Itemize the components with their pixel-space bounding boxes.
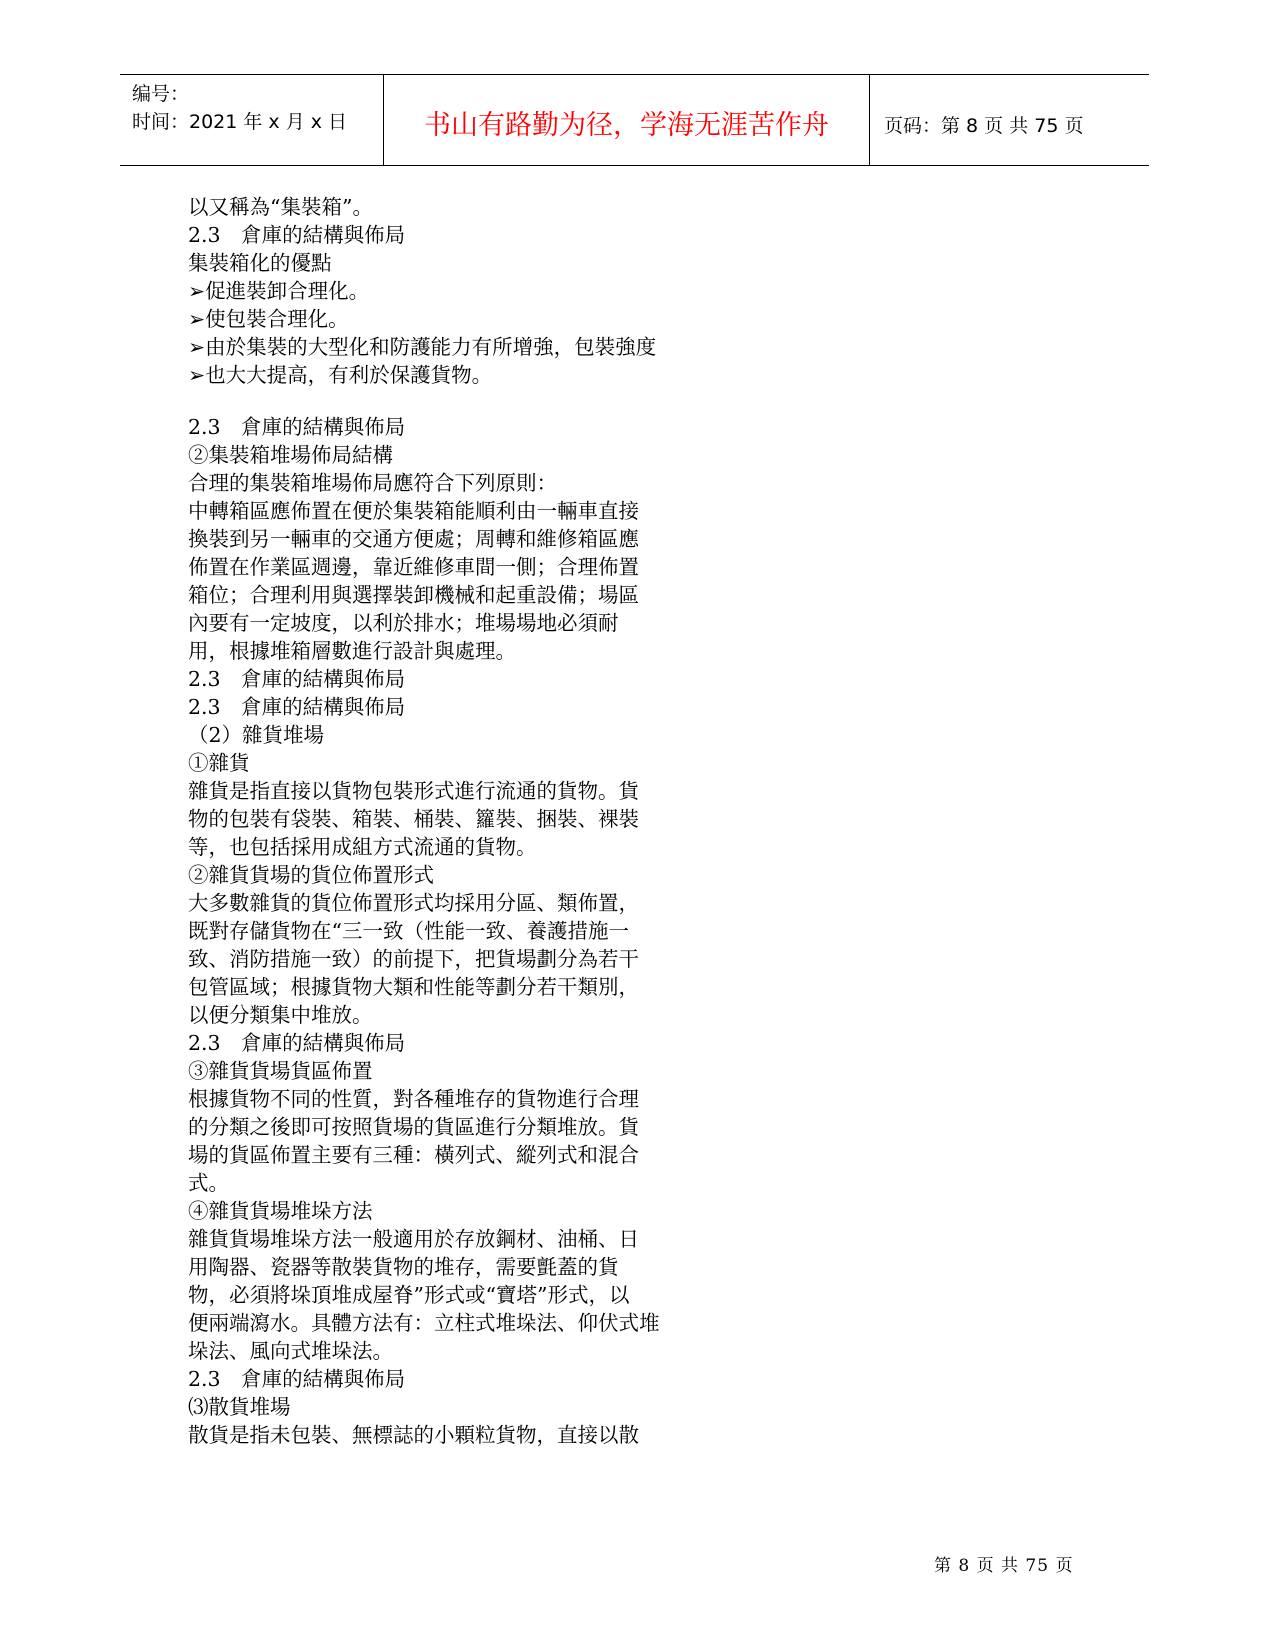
document-number-label: 编号： xyxy=(132,83,190,105)
text-line: 2.3 倉庫的結構與佈局 xyxy=(188,1367,406,1391)
text-line: ③雜貨貨場貨區佈置 xyxy=(188,1059,373,1083)
header-page-cell xyxy=(870,75,1149,165)
text-line: ➢促進裝卸合理化。 xyxy=(188,279,370,303)
text-line: 用陶器、瓷器等散裝貨物的堆存，需要氈蓋的貨 xyxy=(188,1255,619,1279)
text-line: 集裝箱化的優點 xyxy=(188,251,332,275)
text-line: ➢由於集裝的大型化和防護能力有所增強，包裝強度 xyxy=(188,335,657,359)
text-line: 既對存儲貨物在“三一致（性能一致、養護措施一 xyxy=(188,919,629,943)
text-line: ②雜貨貨場的貨位佈置形式 xyxy=(188,863,434,887)
header-page-number: 页码：第 8 页 共 75 页 xyxy=(884,115,1084,137)
text-line: 箱位；合理利用與選擇裝卸機械和起重設備；場區 xyxy=(188,583,639,607)
text-line: 以又稱為“集裝箱”。 xyxy=(188,195,373,219)
text-line: 內要有一定坡度，以利於排水；堆場場地必須耐 xyxy=(188,611,619,635)
document-time-label: 时间：2021 年 x 月 x 日 xyxy=(132,111,348,133)
text-line: 等，也包括採用成組方式流通的貨物。 xyxy=(188,835,537,859)
text-line: （2）雜貨堆場 xyxy=(188,723,325,747)
text-line: 包管區域；根據貨物大類和性能等劃分若干類別， xyxy=(188,975,639,999)
text-line: 2.3 倉庫的結構與佈局 xyxy=(188,223,406,247)
text-line: ②集裝箱堆場佈局結構 xyxy=(188,443,393,467)
text-line: ①雜貨 xyxy=(188,751,250,775)
text-line: 致、消防措施一致）的前提下，把貨場劃分為若干 xyxy=(188,947,639,971)
text-line: 式。 xyxy=(188,1171,229,1195)
text-line: 物，必須將垛頂堆成屋脊”形式或“寶塔”形式，以 xyxy=(188,1283,630,1307)
text-line: ➢也大大提高，有利於保護貨物。 xyxy=(188,363,493,387)
text-line: 以便分類集中堆放。 xyxy=(188,1003,373,1027)
text-line: 物的包裝有袋裝、箱裝、桶裝、籮裝、捆裝、裸裝 xyxy=(188,807,639,831)
text-line: 大多數雜貨的貨位佈置形式均採用分區、類佈置， xyxy=(188,891,639,915)
text-line: ④雜貨貨場堆垛方法 xyxy=(188,1199,373,1223)
header-motto-cell xyxy=(384,75,870,165)
page-footer: 第 8 页 共 75 页 xyxy=(934,1556,1074,1576)
page-header xyxy=(120,74,1149,166)
document-body xyxy=(188,193,748,1449)
text-line: 雜貨貨場堆垛方法一般適用於存放鋼材、油桶、日 xyxy=(188,1227,639,1251)
text-line: 2.3 倉庫的結構與佈局 xyxy=(188,1031,406,1055)
header-meta-cell xyxy=(120,75,384,165)
text-line: 2.3 倉庫的結構與佈局 xyxy=(188,667,406,691)
text-line: ➢使包裝合理化。 xyxy=(188,307,349,331)
text-line: 垛法、風向式堆垛法。 xyxy=(188,1339,393,1363)
blank-line xyxy=(188,389,748,413)
text-line: 2.3 倉庫的結構與佈局 xyxy=(188,695,406,719)
text-line: 中轉箱區應佈置在便於集裝箱能順利由一輛車直接 xyxy=(188,499,639,523)
text-line: 散貨是指未包裝、無標誌的小顆粒貨物，直接以散 xyxy=(188,1423,639,1447)
text-line: 換裝到另一輛車的交通方便處；周轉和維修箱區應 xyxy=(188,527,639,551)
text-line: 合理的集裝箱堆場佈局應符合下列原則： xyxy=(188,471,557,495)
text-line: 雜貨是指直接以貨物包裝形式進行流通的貨物。貨 xyxy=(188,779,639,803)
text-line: 便兩端瀉水。具體方法有：立柱式堆垛法、仰伏式堆 xyxy=(188,1311,660,1335)
text-line: ⑶散貨堆場 xyxy=(188,1395,291,1419)
text-line: 根據貨物不同的性質，對各種堆存的貨物進行合理 xyxy=(188,1087,639,1111)
text-line: 場的貨區佈置主要有三種：橫列式、縱列式和混合 xyxy=(188,1143,639,1167)
text-line: 佈置在作業區週邊，靠近維修車間一側；合理佈置 xyxy=(188,555,639,579)
header-motto: 书山有路勤为径，学海无涯苦作舟 xyxy=(424,110,829,141)
text-line: 的分類之後即可按照貨場的貨區進行分類堆放。貨 xyxy=(188,1115,639,1139)
text-line: 用，根據堆箱層數進行設計與處理。 xyxy=(188,639,516,663)
text-line: 2.3 倉庫的結構與佈局 xyxy=(188,415,406,439)
